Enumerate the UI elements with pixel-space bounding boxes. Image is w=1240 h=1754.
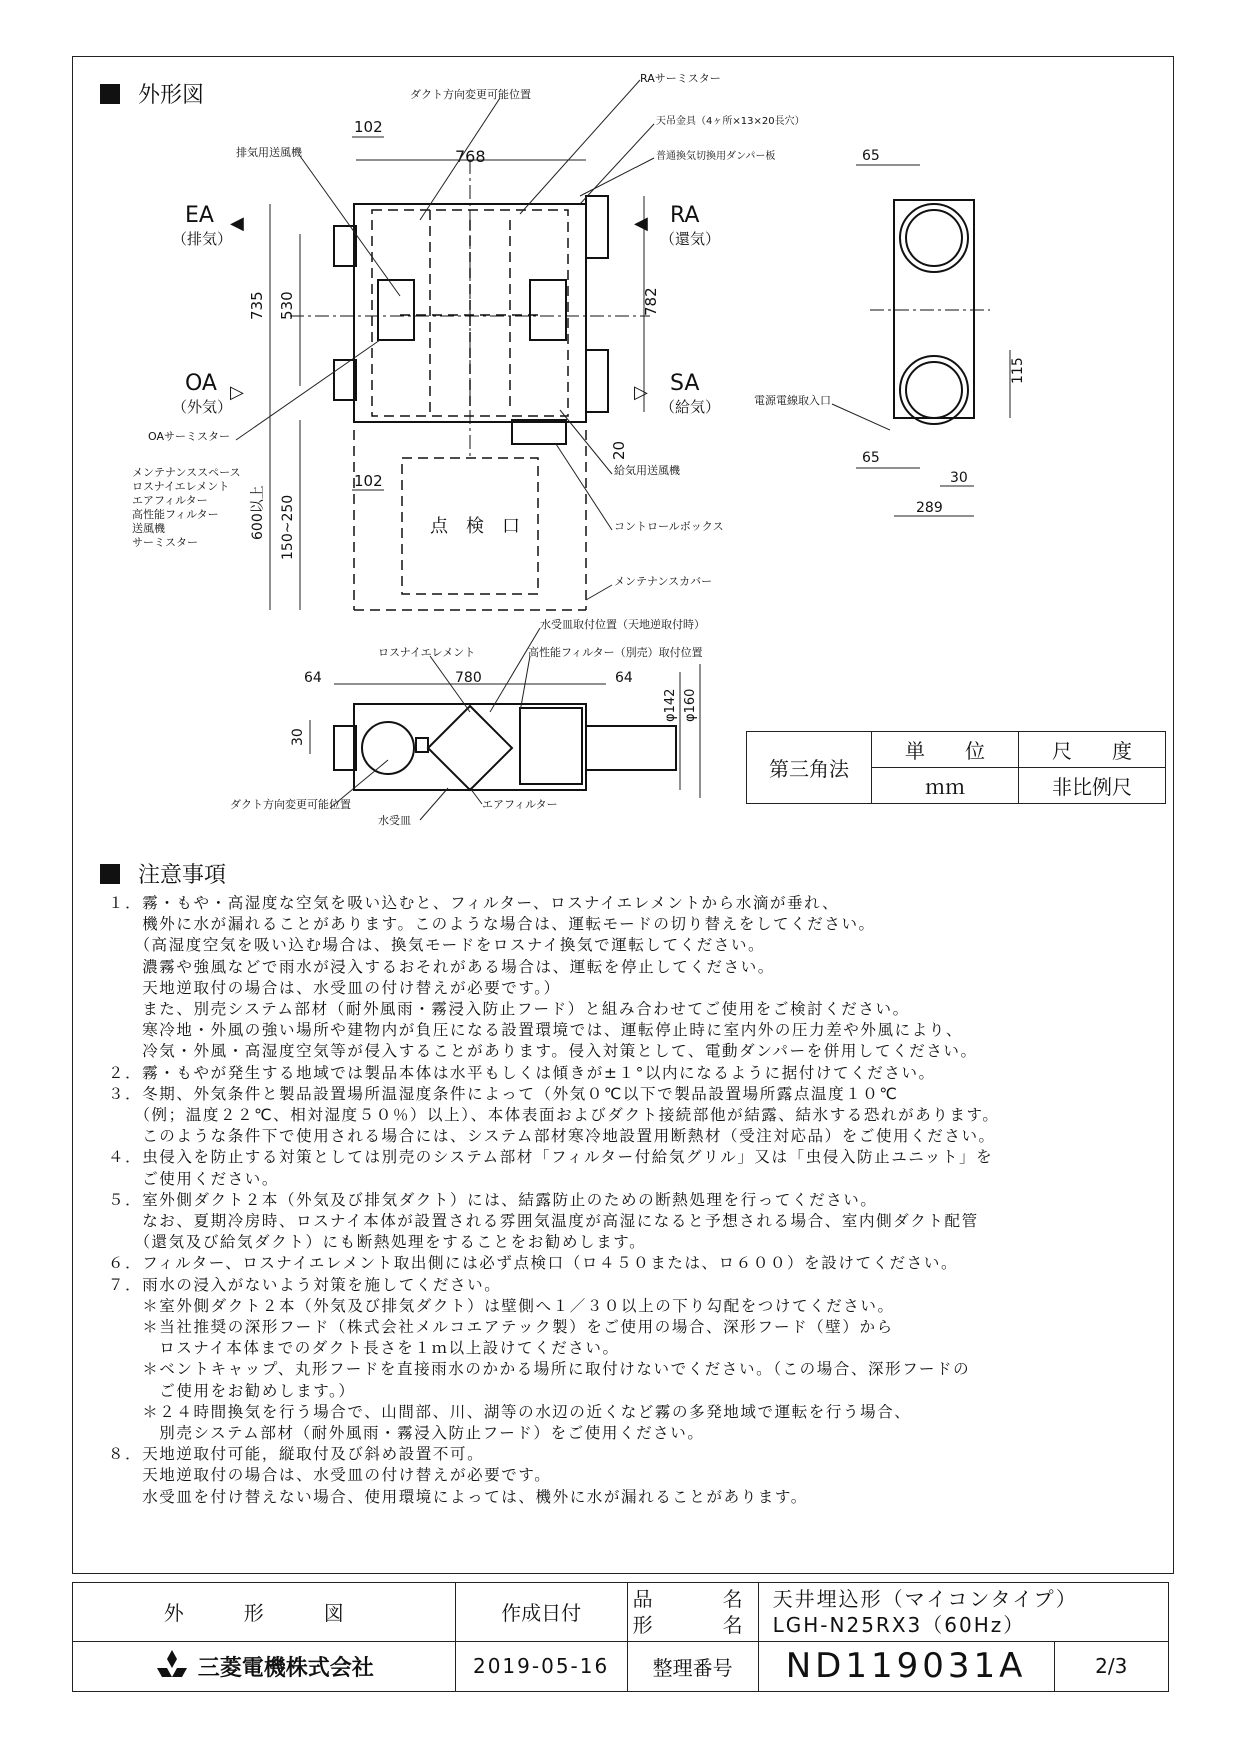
svg-text:メンテナンススペース: メンテナンススペース (132, 466, 241, 479)
dim-20: 20 (610, 440, 628, 460)
dim-side-65-top: 65 (862, 148, 880, 164)
note-line: ７．雨水の浸入がないよう対策を施してください。 (108, 1275, 502, 1294)
note-line: ＊ベントキャップ、丸形フードを直接雨水のかかる場所に取付けないでください。（この場合、深形フードの (108, 1360, 971, 1379)
note-line: 別売システム部材（耐外風雨・霧浸入防止フード）をご使用ください。 (108, 1424, 705, 1443)
supply-fan-shape (530, 280, 566, 340)
mitsubishi-logo-icon (154, 1650, 190, 1682)
side-lower-port (900, 356, 968, 424)
note-line: ３．冬期、外気条件と製品設置場所温湿度条件によって（外気０℃以下で製品設置場所露点温度１０℃ (108, 1084, 899, 1103)
note-line: また、別売システム部材（耐外風雨・霧浸入防止フード）と組み合わせてご使用をご検討ください。 (108, 1000, 910, 1019)
label-inspection-opening: 点 検 口 (430, 516, 520, 537)
label-ra-thermistor: RAサーミスター (640, 72, 721, 85)
projection-method: 第三角法 (747, 732, 872, 804)
sa-label: SA (670, 371, 700, 396)
ea-label: EA (185, 203, 214, 228)
product-model-values (758, 1583, 1168, 1642)
note-line: ＊２４時間換気を行う場合で、山間部、川、湖等の水辺の近くなど霧の多発地域で運転を行う場合、 (108, 1402, 912, 1421)
note-line: ロスナイ本体までのダクト長さを１ｍ以上設けてください。 (108, 1339, 620, 1358)
dim-102-top: 102 (354, 118, 383, 136)
dim-side-30: 30 (950, 470, 968, 486)
unit-label: 単 位 (872, 732, 1019, 768)
dim-side-115: 115 (1010, 357, 1026, 384)
company-logo (73, 1650, 455, 1682)
note-line: 寒冷地・外風の強い場所や建物内が負圧になる設置環境では、運転停止時に室内外の圧力差や外風により、 (108, 1021, 964, 1040)
model-name: LGH-N25RX3（60Hz） (772, 1612, 1026, 1637)
dim-780: 780 (455, 670, 482, 686)
ra-sub-label: （還気） (660, 230, 721, 248)
bottom-left-port (334, 726, 356, 770)
label-exhaust-fan: 排気用送風機 (236, 146, 302, 159)
section-square-icon (100, 864, 120, 884)
dim-bottom-64-right: 64 (615, 670, 633, 686)
bottom-duct-circle (362, 722, 414, 774)
dim-530: 530 (278, 291, 296, 320)
note-line: なお、夏期冷房時、ロスナイ本体が設置される雰囲気温度が高湿になると予想される場合、室内側ダクト配管 (108, 1212, 979, 1231)
dim-782: 782 (642, 287, 660, 316)
note-line: 冷気・外風・高湿度空気等が侵入することがあります。侵入対策として、電動ダンパーを併用してください。 (108, 1042, 978, 1061)
note-line: 濃霧や強風などで雨水が浸入するおそれがある場合は、運転を停止してください。 (108, 957, 775, 976)
note-line: ＊当社推奨の深形フード（株式会社メルコエアテック製）をご使用の場合、深形フード（壁）から (108, 1318, 894, 1337)
sa-arrow-icon: ▷ (634, 382, 648, 403)
control-box-shape (512, 420, 566, 444)
label-drain-pan: 水受皿 (378, 814, 411, 827)
svg-text:エアフィルター: エアフィルター (132, 494, 208, 507)
hepa-filter-shape (520, 708, 582, 784)
label-supply-fan: 給気用送風機 (614, 464, 680, 477)
side-upper-port (900, 204, 968, 272)
svg-text:サーミスター: サーミスター (132, 536, 198, 549)
page-number: 2/3 (1054, 1641, 1168, 1691)
label-duct-direction-bottom: ダクト方向変更可能位置 (230, 798, 351, 811)
dim-102-bottom: 102 (354, 472, 383, 490)
bottom-right-duct (586, 726, 676, 770)
svg-text:送風機: 送風機 (132, 522, 165, 535)
note-line: ８．天地逆取付可能，縦取付及び斜め設置不可。 (108, 1445, 485, 1464)
created-label: 作成日付 (455, 1583, 627, 1642)
note-line: ２．霧・もやが発生する地域では製品本体は水平もしくは傾きが±１°以内になるように据付けてください。 (108, 1063, 936, 1082)
label-duct-direction: ダクト方向変更可能位置 (410, 88, 531, 101)
projection-table (746, 731, 1166, 804)
unit-value: ｍｍ (872, 768, 1019, 804)
label-drain-position: 水受皿取付位置（天地逆取付時） (540, 618, 705, 631)
label-hepa-position: 高性能フィルター（別売）取付位置 (528, 646, 703, 659)
note-line: このような条件下で使用される場合には、システム部材寒冷地設置用断熱材（受注対応品）をご使用ください。 (108, 1127, 996, 1146)
note-line: （例；温度２２℃、相対湿度５０％）以上）、本体表面およびダクト接続部他が結露、結氷する恐れがあります。 (108, 1106, 1000, 1125)
note-line: 水受皿を付け替えない場合、使用環境によっては、機外に水が漏れることがあります。 (108, 1487, 808, 1506)
note-line: （還気及び給気ダクト）にも断熱処理をすることをお勧めします。 (108, 1233, 647, 1252)
oa-label: OA (185, 371, 217, 396)
label-air-filter: エアフィルター (482, 798, 558, 811)
company-cell (73, 1641, 456, 1691)
dim-phi142: φ142 (663, 688, 678, 722)
note-line: ６．フィルター、ロスナイエレメント取出側には必ず点検口（ロ４５０または、ロ６００）を設けてください。 (108, 1254, 959, 1273)
note-line: ５．室外側ダクト２本（外気及び排気ダクト）には、結露防止のための断熱処理を行ってください。 (108, 1190, 878, 1209)
notes-title-text: 注意事項 (138, 863, 227, 888)
label-control-box: コントロールボックス (614, 520, 724, 533)
product-name: 天井埋込形（マイコンタイプ） (772, 1586, 1078, 1611)
oa-sub-label: （外気） (172, 398, 233, 416)
dim-768: 768 (455, 147, 486, 166)
ref-label: 整理番号 (627, 1641, 758, 1691)
oa-port (334, 360, 356, 400)
label-hanger: 天吊金具（4ヶ所×13×20長穴） (656, 116, 805, 127)
outline-title-text: 外形図 (138, 83, 205, 108)
note-line: １．霧・もや・高湿度な空気を吸い込むと、フィルター、ロスナイエレメントから水滴が垂れ、 (108, 894, 840, 912)
oa-arrow-icon: ▷ (230, 382, 244, 403)
dim-bottom-64-left: 64 (304, 670, 322, 686)
dim-phi160: φ160 (683, 688, 698, 722)
note-line: ４．虫侵入を防止する対策としては別売のシステム部材「フィルター付給気グリル」又は「虫侵入防止ユニット」を (108, 1148, 994, 1167)
ra-label: RA (670, 203, 700, 228)
dim-735: 735 (248, 291, 266, 320)
label-lossnay-element: ロスナイエレメント (378, 646, 476, 659)
svg-text:高性能フィルター: 高性能フィルター (132, 508, 219, 521)
dim-150-250: 150~250 (280, 494, 296, 560)
title-block (72, 1582, 1169, 1692)
company-name: 三菱電機株式会社 (197, 1655, 374, 1681)
lossnay-element-shape (428, 706, 512, 790)
note-line: （高湿度空気を吸い込む場合は、換気モードをロスナイ換気で運転してください。 (108, 936, 766, 955)
product-model-labels (627, 1583, 758, 1642)
ra-arrow-icon: ◀ (634, 213, 648, 234)
bottom-view-body (354, 704, 586, 790)
note-line: ご使用をお勧めします。） (108, 1381, 356, 1400)
dim-side-65-bottom: 65 (862, 450, 880, 466)
ea-arrow-icon: ◀ (230, 213, 244, 234)
dim-bottom-30: 30 (290, 728, 306, 746)
label-power-inlet: 電源電線取入口 (754, 394, 831, 407)
dim-side-289: 289 (916, 500, 943, 516)
ra-port (586, 196, 608, 258)
label-maintenance-cover: メンテナンスカバー (614, 575, 713, 588)
created-date: 2019-05-16 (455, 1641, 627, 1691)
label-damper: 普通換気切換用ダンパー板 (656, 151, 776, 162)
notes-list (108, 893, 1108, 1508)
label-oa-thermistor: OAサーミスター (148, 430, 230, 443)
scale-label: 尺 度 (1019, 732, 1166, 768)
scale-value: 非比例尺 (1019, 768, 1166, 804)
note-line: ＊室外側ダクト２本（外気及び排気ダクト）は壁側へ１／３０以上の下り勾配をつけてください。 (108, 1296, 895, 1315)
ea-port (334, 226, 356, 266)
sa-sub-label: （給気） (660, 398, 721, 416)
note-line: 天地逆取付の場合は、水受皿の付け替えが必要です。 (108, 1466, 552, 1485)
note-line: ご使用ください。 (108, 1169, 280, 1188)
doc-type: 外 形 図 (73, 1583, 456, 1642)
maintenance-space-label (132, 466, 241, 549)
dim-600: 600以上 (250, 485, 266, 540)
sa-port (586, 350, 608, 412)
note-line: 天地逆取付の場合は、水受皿の付け替えが必要です。） (108, 978, 561, 997)
ea-sub-label: （排気） (172, 230, 233, 248)
exhaust-fan-shape (378, 280, 414, 340)
svg-text:ロスナイエレメント: ロスナイエレメント (132, 480, 230, 493)
model-label: 形 名 (632, 1612, 753, 1637)
note-line: 機外に水が漏れることがあります。このような場合は、運転モードの切り替えをしてください。 (108, 915, 876, 934)
ref-number: ND119031A (758, 1641, 1054, 1691)
product-label: 品 名 (632, 1586, 753, 1611)
notes-section-title (100, 858, 226, 889)
